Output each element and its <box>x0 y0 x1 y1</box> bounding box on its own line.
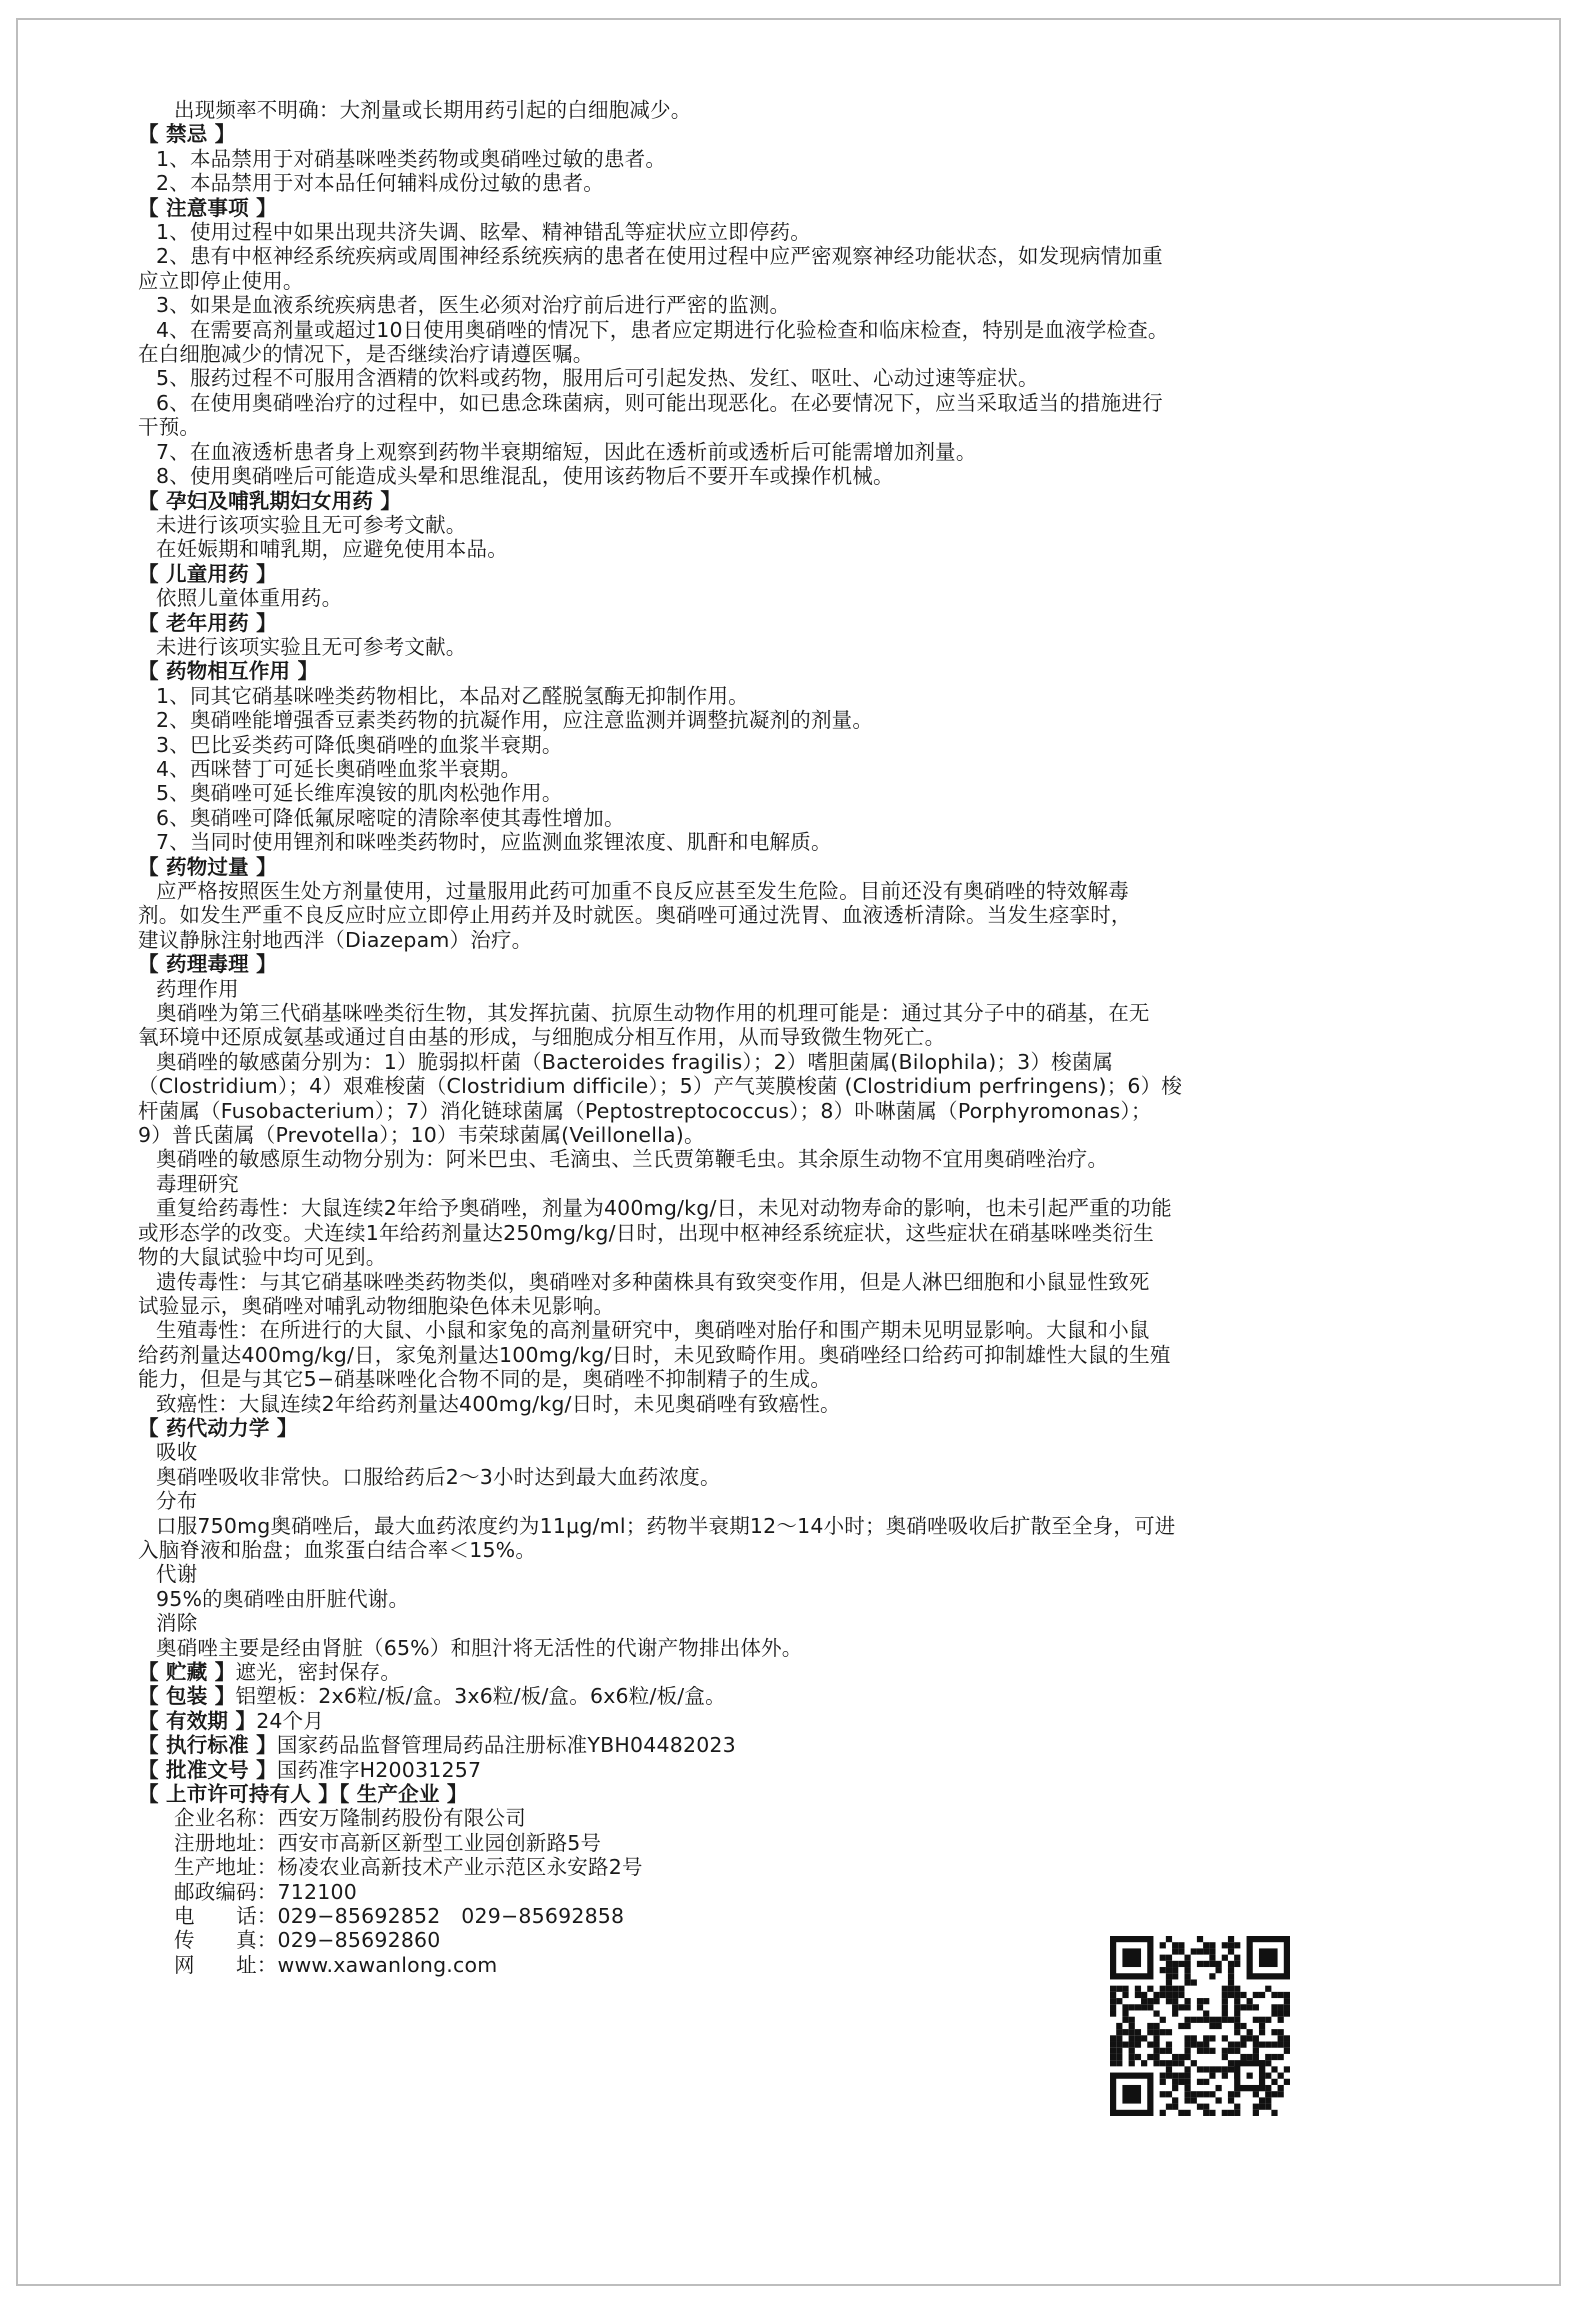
section-heading: 【 儿童用药 】 <box>138 561 277 586</box>
zip-line <box>138 1880 1438 1904</box>
text-line: 3、如果是血液系统疾病患者，医生必须对治疗前后进行严密的监测。 <box>156 293 791 318</box>
text-line: 应立即停止使用。 <box>138 268 304 293</box>
package-line <box>138 1684 1438 1708</box>
leaflet-sections <box>138 98 1438 1660</box>
storage-line <box>138 1660 1438 1684</box>
tel-value: 029−85692852 029−85692858 <box>277 1904 625 1929</box>
text-line: 7、当同时使用锂剂和咪唑类药物时，应监测血浆锂浓度、肌酐和电解质。 <box>156 830 832 855</box>
text-line: 生殖毒性：在所进行的大鼠、小鼠和家兔的高剂量研究中，奥硝唑对胎仔和围产期未见明显影响。大鼠和小鼠 <box>156 1318 1150 1343</box>
text-line: 6、奥硝唑可降低氟尿嘧啶的清除率使其毒性增加。 <box>156 805 625 830</box>
text-line: 奥硝唑主要是经由肾脏（65%）和胆汁将无活性的代谢产物排出体外。 <box>156 1635 803 1660</box>
text-line: 试验显示，奥硝唑对哺乳动物细胞染色体未见影响。 <box>138 1293 615 1318</box>
section-heading: 【 禁忌 】 <box>138 122 236 147</box>
section-heading: 【 注意事项 】 <box>138 195 277 220</box>
text-line: 致癌性：大鼠连续2年给药剂量达400mg/kg/日时，未见奥硝唑有致癌性。 <box>156 1391 841 1416</box>
text-line: 4、西咪替丁可延长奥硝唑血浆半衰期。 <box>156 756 522 781</box>
section-heading: 【 药代动力学 】 <box>138 1415 298 1440</box>
company-name-value: 西安万隆制药股份有限公司 <box>277 1806 526 1831</box>
text-line: 剂。如发生严重不良反应时应立即停止用药并及时就医。奥硝唑可通过洗胃、血液透析清除。当发生痉挛时， <box>138 903 1132 928</box>
text-line: 95%的奥硝唑由肝脏代谢。 <box>156 1586 410 1611</box>
text-line: 遗传毒性：与其它硝基咪唑类药物类似，奥硝唑对多种菌株具有致突变作用，但是人淋巴细胞和小鼠显性致死 <box>156 1269 1150 1294</box>
text-line: 分布 <box>156 1489 198 1514</box>
text-line: 奥硝唑的敏感原生动物分别为：阿米巴虫、毛滴虫、兰氏贾第鞭毛虫。其余原生动物不宜用奥硝唑治疗。 <box>156 1147 1109 1172</box>
company-name-line <box>138 1806 1438 1830</box>
text-line: 未进行该项实验且无可参考文献。 <box>156 512 467 537</box>
text-line: 5、服药过程不可服用含酒精的饮料或药物，服用后可引起发热、发红、呕吐、心动过速等症状。 <box>156 366 1039 391</box>
holder-heading: 【 上市许可持有人 】【 生产企业 】 <box>138 1782 468 1807</box>
leaflet-text <box>138 98 1438 1977</box>
text-line: 3、巴比妥类药可降低奥硝唑的血浆半衰期。 <box>156 732 563 757</box>
prod-address-line <box>138 1855 1438 1879</box>
approval-line <box>138 1758 1438 1782</box>
text-line: 吸收 <box>156 1440 198 1465</box>
text-line: 1、同其它硝基咪唑类药物相比，本品对乙醛脱氢酶无抑制作用。 <box>156 683 749 708</box>
text-line: 杆菌属（Fusobacterium）；7）消化链球菌属（Peptostreptococcus）；8）卟啉菌属（Porphyromonas）； <box>138 1098 1152 1123</box>
text-line: 代谢 <box>156 1562 198 1587</box>
text-line: 应严格按照医生处方剂量使用，过量服用此药可加重不良反应甚至发生危险。目前还没有奥硝唑的特效解毒 <box>156 879 1129 903</box>
standard-label: 【 执行标准 】 <box>138 1733 277 1758</box>
zip-value: 712100 <box>277 1879 357 1904</box>
section-heading: 【 药理毒理 】 <box>138 952 277 977</box>
company-name-label: 企业名称： <box>174 1806 278 1831</box>
reg-address-value: 西安市高新区新型工业园创新路5号 <box>277 1830 602 1855</box>
tel-label: 电 话： <box>174 1904 278 1929</box>
text-line: 物的大鼠试验中均可见到。 <box>138 1245 387 1270</box>
text-line: 奥硝唑的敏感菌分别为：1）脆弱拟杆菌（Bacteroides fragilis）；2）嗜胆菌属(Bilophila)；3）梭菌属 <box>156 1049 1114 1074</box>
text-line: 2、奥硝唑能增强香豆素类药物的抗凝作用，应注意监测并调整抗凝剂的剂量。 <box>156 708 874 733</box>
section-heading: 【 老年用药 】 <box>138 610 277 635</box>
section-heading: 【 药物过量 】 <box>138 854 277 879</box>
text-line: 9）普氏菌属（Prevotella）；10）韦荣球菌属(Veillonella)。 <box>138 1123 705 1148</box>
fax-value: 029−85692860 <box>277 1928 441 1953</box>
text-line: 在白细胞减少的情况下，是否继续治疗请遵医嘱。 <box>138 342 594 367</box>
text-line: 给药剂量达400mg/kg/日，家兔剂量达100mg/kg/日时，未见致畸作用。奥硝唑经口给药可抑制雄性大鼠的生殖 <box>138 1342 1171 1367</box>
validity-label: 【 有效期 】 <box>138 1708 257 1733</box>
text-line: 消除 <box>156 1611 198 1636</box>
text-line: 依照儿童体重用药。 <box>156 586 343 611</box>
reg-address-line <box>138 1831 1438 1855</box>
qr-code-icon[interactable] <box>1110 1936 1290 2116</box>
text-line: 建议静脉注射地西泮（Diazepam）治疗。 <box>138 927 533 952</box>
validity-line <box>138 1709 1438 1733</box>
prod-address-label: 生产地址： <box>174 1855 278 1880</box>
text-line: 5、奥硝唑可延长维库溴铵的肌肉松弛作用。 <box>156 781 563 806</box>
text-line: 6、在使用奥硝唑治疗的过程中，如已患念珠菌病，则可能出现恶化。在必要情况下，应当采取适当的措施进行 <box>156 390 1163 415</box>
text-line: 毒理研究 <box>156 1171 239 1196</box>
text-line: 4、在需要高剂量或超过10日使用奥硝唑的情况下，患者应定期进行化验检查和临床检查，特别是血液学检查。 <box>156 317 1169 342</box>
text-line: 氧环境中还原成氨基或通过自由基的形成，与细胞成分相互作用，从而导致微生物死亡。 <box>138 1025 946 1050</box>
approval-label: 【 批准文号 】 <box>138 1757 277 1782</box>
reg-address-label: 注册地址： <box>174 1830 278 1855</box>
validity-value: 24个月 <box>256 1708 325 1733</box>
text-line: 能力，但是与其它5−硝基咪唑化合物不同的是，奥硝唑不抑制精子的生成。 <box>138 1367 832 1392</box>
text-line: 重复给药毒性：大鼠连续2年给予奥硝唑，剂量为400mg/kg/日，未见对动物寿命的影响，也未引起严重的功能 <box>156 1196 1172 1221</box>
section-heading: 【 药物相互作用 】 <box>138 659 319 684</box>
text-line: （Clostridium）；4）艰难梭菌（Clostridium difficile）；5）产气荚膜梭菌 (Clostridium perfringens)；6）梭 <box>138 1074 1183 1099</box>
tel-line <box>138 1904 1438 1928</box>
approval-value: 国药准字H20031257 <box>276 1757 482 1782</box>
zip-label: 邮政编码： <box>174 1879 278 1904</box>
text-line: 2、患有中枢神经系统疾病或周围神经系统疾病的患者在使用过程中应严密观察神经功能状态，如发现病情加重 <box>156 244 1163 269</box>
text-line: 8、使用奥硝唑后可能造成头晕和思维混乱，使用该药物后不要开车或操作机械。 <box>156 464 894 489</box>
standard-value: 国家药品监督管理局药品注册标准YBH04482023 <box>276 1733 736 1758</box>
package-value: 铝塑板：2x6粒/板/盒。3x6粒/板/盒。6x6粒/板/盒。 <box>235 1684 726 1709</box>
text-line: 在妊娠期和哺乳期，应避免使用本品。 <box>156 537 508 562</box>
storage-value: 遮光，密封保存。 <box>235 1660 402 1684</box>
text-line: 入脑脊液和胎盘；血浆蛋白结合率＜15%。 <box>138 1537 537 1562</box>
storage-label: 【 贮藏 】 <box>138 1660 236 1684</box>
text-line: 1、本品禁用于对硝基咪唑类药物或奥硝唑过敏的患者。 <box>156 146 667 171</box>
section-heading: 【 孕妇及哺乳期妇女用药 】 <box>138 488 402 513</box>
text-line: 口服750mg奥硝唑后，最大血药浓度约为11μg/ml；药物半衰期12～14小时；奥硝唑吸收后扩散至全身，可进 <box>156 1513 1176 1538</box>
text-line: 7、在血液透析患者身上观察到药物半衰期缩短，因此在透析前或透析后可能需增加剂量。 <box>156 439 977 464</box>
text-line: 或形态学的改变。犬连续1年给药剂量达250mg/kg/日时，出现中枢神经系统症状，这些症状在硝基咪唑类衍生 <box>138 1220 1154 1245</box>
text-line: 奥硝唑为第三代硝基咪唑类衍生物，其发挥抗菌、抗原生动物作用的机理可能是：通过其分子中的硝基，在无 <box>156 1001 1150 1026</box>
text-line: 1、使用过程中如果出现共济失调、眩晕、精神错乱等症状应立即停药。 <box>156 220 811 245</box>
website-value: www.xawanlong.com <box>277 1952 498 1977</box>
text-line: 出现频率不明确：大剂量或长期用药引起的白细胞减少。 <box>174 98 692 122</box>
prod-address-value: 杨凌农业高新技术产业示范区永安路2号 <box>277 1855 643 1880</box>
fax-label: 传 真： <box>174 1928 278 1953</box>
website-label: 网 址： <box>174 1952 278 1977</box>
text-line: 未进行该项实验且无可参考文献。 <box>156 634 467 659</box>
text-line: 2、本品禁用于对本品任何辅料成份过敏的患者。 <box>156 171 604 196</box>
text-line: 干预。 <box>138 415 201 440</box>
standard-line <box>138 1733 1438 1757</box>
text-line: 奥硝唑吸收非常快。口服给药后2～3小时达到最大血药浓度。 <box>156 1464 721 1489</box>
text-line: 药理作用 <box>156 976 239 1001</box>
package-label: 【 包装 】 <box>138 1684 236 1709</box>
